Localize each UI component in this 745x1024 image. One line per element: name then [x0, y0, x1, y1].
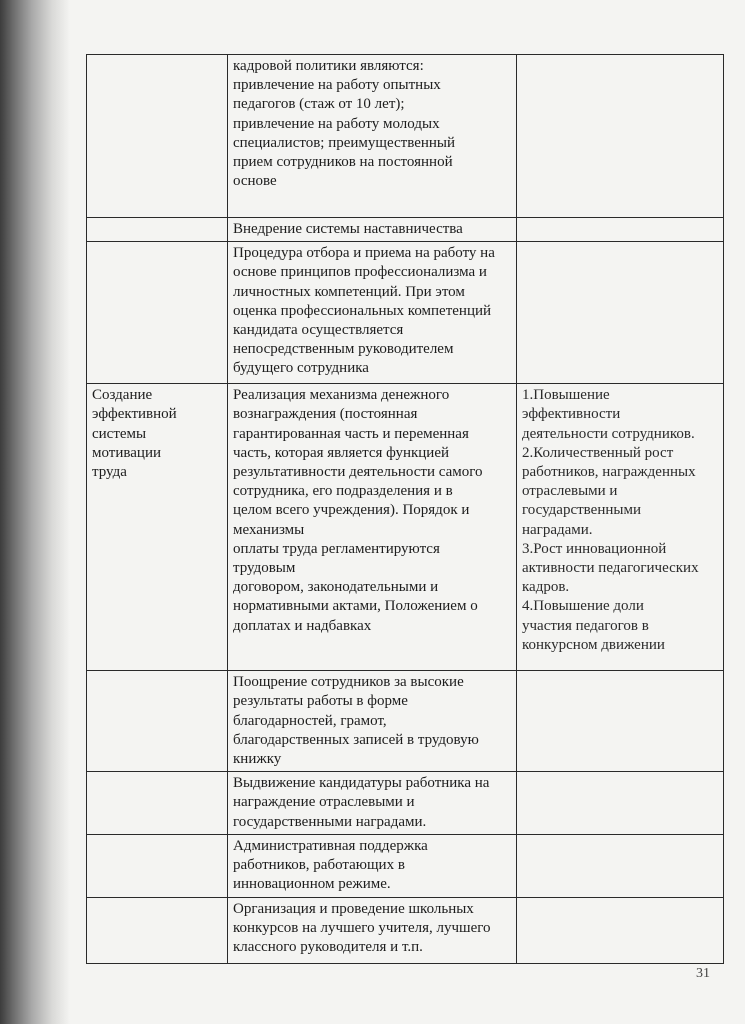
result-cell: 1.Повышение эффективности деятельности сотрудников. 2.Количественный рост работников, награжденных отраслевыми и государственными наградами. 3.Рост инновационной активности педагогических кадров. 4.Повышение доли участия педагогов в конкурсном движении	[517, 384, 724, 671]
direction-cell	[87, 897, 228, 963]
result-cell	[517, 242, 724, 384]
measure-cell: Административная поддержка работников, работающих в инновационном режиме.	[228, 834, 517, 897]
measure-cell: Поощрение сотрудников за высокие результаты работы в форме благодарностей, грамот, благодарственных записей в трудовую книжку	[228, 671, 517, 772]
direction-cell	[87, 772, 228, 835]
direction-cell	[87, 834, 228, 897]
result-cell	[517, 897, 724, 963]
measure-cell: Выдвижение кандидатуры работника на награждение отраслевыми и государственными наградами.	[228, 772, 517, 835]
measure-cell: Процедура отбора и приема на работу на основе принципов профессионализма и личностных компетенций. При этом оценка профессиональных компетенций кандидата осуществляется непосредственным руководителем будущего сотрудника	[228, 242, 517, 384]
direction-cell	[87, 671, 228, 772]
result-cell	[517, 772, 724, 835]
direction-cell	[87, 218, 228, 242]
table-row	[87, 218, 724, 242]
result-cell	[517, 218, 724, 242]
measures-table	[86, 54, 724, 964]
measure-cell: Организация и проведение школьных конкурсов на лучшего учителя, лучшего классного руководителя и т.п.	[228, 897, 517, 963]
direction-cell	[87, 55, 228, 218]
table-row	[87, 55, 724, 218]
result-cell	[517, 671, 724, 772]
page-number: 31	[696, 966, 710, 981]
measure-cell: Реализация механизма денежного вознаграждения (постоянная гарантированная часть и переменная часть, которая является функцией результативности деятельности самого сотрудника, его подразделения и в целом всего учреждения). Порядок и механизмы оплаты труда регламентируются трудовым договором, законодательными и нормативными актами, Положением о доплатах и надбавках	[228, 384, 517, 671]
scan-binding-shadow	[0, 0, 70, 1024]
table-row	[87, 772, 724, 835]
table-row	[87, 384, 724, 671]
document-page	[70, 0, 745, 1024]
direction-cell	[87, 242, 228, 384]
measure-cell: кадровой политики являются: привлечение на работу опытных педагогов (стаж от 10 лет); привлечение на работу молодых специалистов; преимущественный прием сотрудников на постоянной основе	[228, 55, 517, 218]
measure-cell: Внедрение системы наставничества	[228, 218, 517, 242]
result-cell	[517, 834, 724, 897]
result-cell	[517, 55, 724, 218]
table-row	[87, 897, 724, 963]
table-row	[87, 242, 724, 384]
table-row	[87, 834, 724, 897]
table-row	[87, 671, 724, 772]
direction-cell: Создание эффективной системы мотивации труда	[87, 384, 228, 671]
